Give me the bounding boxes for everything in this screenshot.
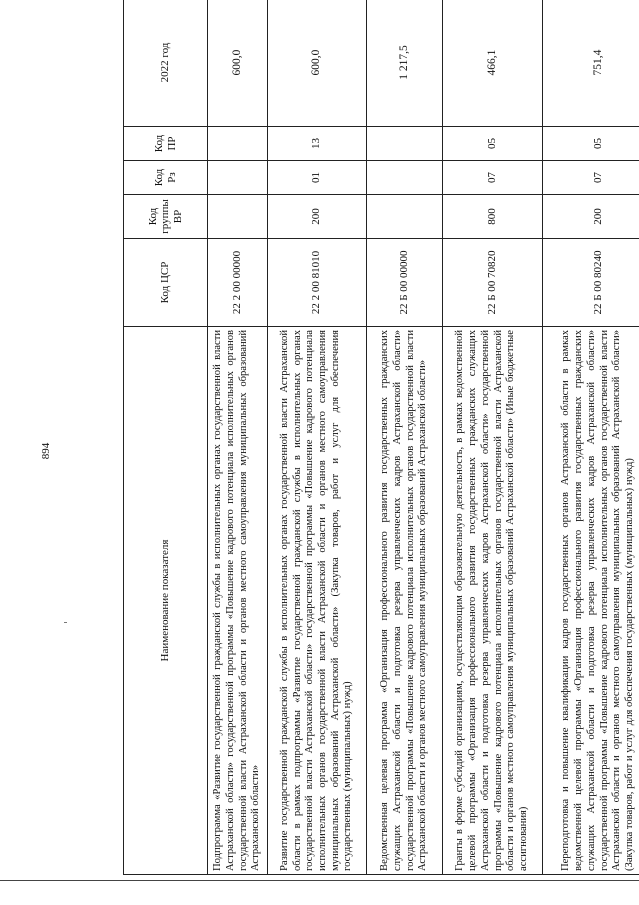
page-number: 894 (40, 442, 52, 460)
header-year: 2022 год (124, 0, 208, 127)
row-name: Гранты в форме субсидий организациям, осуществляющим образовательную деятельность, в рамках ведомственной целевой программы «Организация профессионального развития государственных гражданских служащих Астраханской области и подготовка резерва управленческих кадров Астраханской области» государственной программы «Повышение кадрового потенциала исполнительных органов государственной власти Астраханской области и органов местного самоуправления муниципальных образований Астраханской области» (Иные бюджетные ассигнования) (443, 327, 543, 875)
row-rz: 07 (443, 161, 543, 195)
row-csr: 22 Б 00 80240 (543, 239, 639, 327)
row-pr (367, 127, 443, 161)
table-header-row (124, 0, 208, 875)
page-bottom-rule (0, 880, 639, 881)
row-pr: 05 (543, 127, 639, 161)
header-rz: Код Рз (124, 161, 208, 195)
row-vr: 200 (268, 195, 367, 239)
row-amount: 1 217,5 (367, 0, 443, 127)
row-rz (208, 161, 268, 195)
row-name: Развитие государственной гражданской службы в исполнительных органах государственной власти Астраханской области в рамках подпрограммы «Развитие государственной гражданской службы в исполнительных органах государственной власти Астраханской области» государственной программы «Повышение кадрового потенциала исполнительных органов государственной власти Астраханской области и органов местного самоуправления муниципальных образований Астраханской области» (Закупка товаров, работ и услуг для обеспечения государственных (муниципальных) нужд) (268, 327, 367, 875)
row-pr: 13 (268, 127, 367, 161)
rotated-table-block (123, 0, 635, 875)
row-csr: 22 Б 00 00000 (367, 239, 443, 327)
row-name: Ведомственная целевая программа «Организация профессионального развития государственных гражданских служащих Астраханской области и подготовка резерва управленческих кадров Астраханской области» государственной программы «Повышение кадрового потенциала исполнительных органов государственной власти Астраханской области и органов местного самоуправления муниципальных образований Астраханской области» (367, 327, 443, 875)
row-vr (367, 195, 443, 239)
row-name: Подпрограмма «Развитие государственной гражданской службы в исполнительных органах государственной власти Астраханской области» государственной программы «Повышение кадрового потенциала исполнительных органов государственной власти Астраханской области и органов местного самоуправления муниципальных образований Астраханской области» (208, 327, 268, 875)
table-row (443, 0, 543, 875)
table-row (543, 0, 639, 875)
row-csr: 22 2 00 00000 (208, 239, 268, 327)
row-name: Переподготовка и повышение квалификации кадров государственных органов Астраханской области в рамках ведомственной целевой программы «Организация профессионального развития государственных гражданских служащих Астраханской области и подготовка резерва управленческих кадров Астраханской области» государственной программы «Повышение кадрового потенциала исполнительных органов государственной власти Астраханской области и органов местного самоуправления муниципальных образований Астраханской области» (Закупка товаров, работ и услуг для обеспечения государственных (муниципальных) нужд) (543, 327, 639, 875)
header-pr: Код ПР (124, 127, 208, 161)
header-name: Наименование показателя (124, 327, 208, 875)
header-vr: Код группы ВР (124, 195, 208, 239)
row-amount: 751,4 (543, 0, 639, 127)
row-csr: 22 Б 00 70820 (443, 239, 543, 327)
scan-dot (64, 622, 67, 623)
row-vr (208, 195, 268, 239)
row-rz: 07 (543, 161, 639, 195)
row-amount: 466,1 (443, 0, 543, 127)
table-row (367, 0, 443, 875)
row-rz: 01 (268, 161, 367, 195)
row-vr: 200 (543, 195, 639, 239)
row-vr: 800 (443, 195, 543, 239)
row-amount: 600,0 (268, 0, 367, 127)
budget-table (123, 0, 639, 875)
table-row (268, 0, 367, 875)
row-pr (208, 127, 268, 161)
header-csr: Код ЦСР (124, 239, 208, 327)
table-row (208, 0, 268, 875)
row-rz (367, 161, 443, 195)
row-csr: 22 2 00 81010 (268, 239, 367, 327)
row-amount: 600,0 (208, 0, 268, 127)
row-pr: 05 (443, 127, 543, 161)
